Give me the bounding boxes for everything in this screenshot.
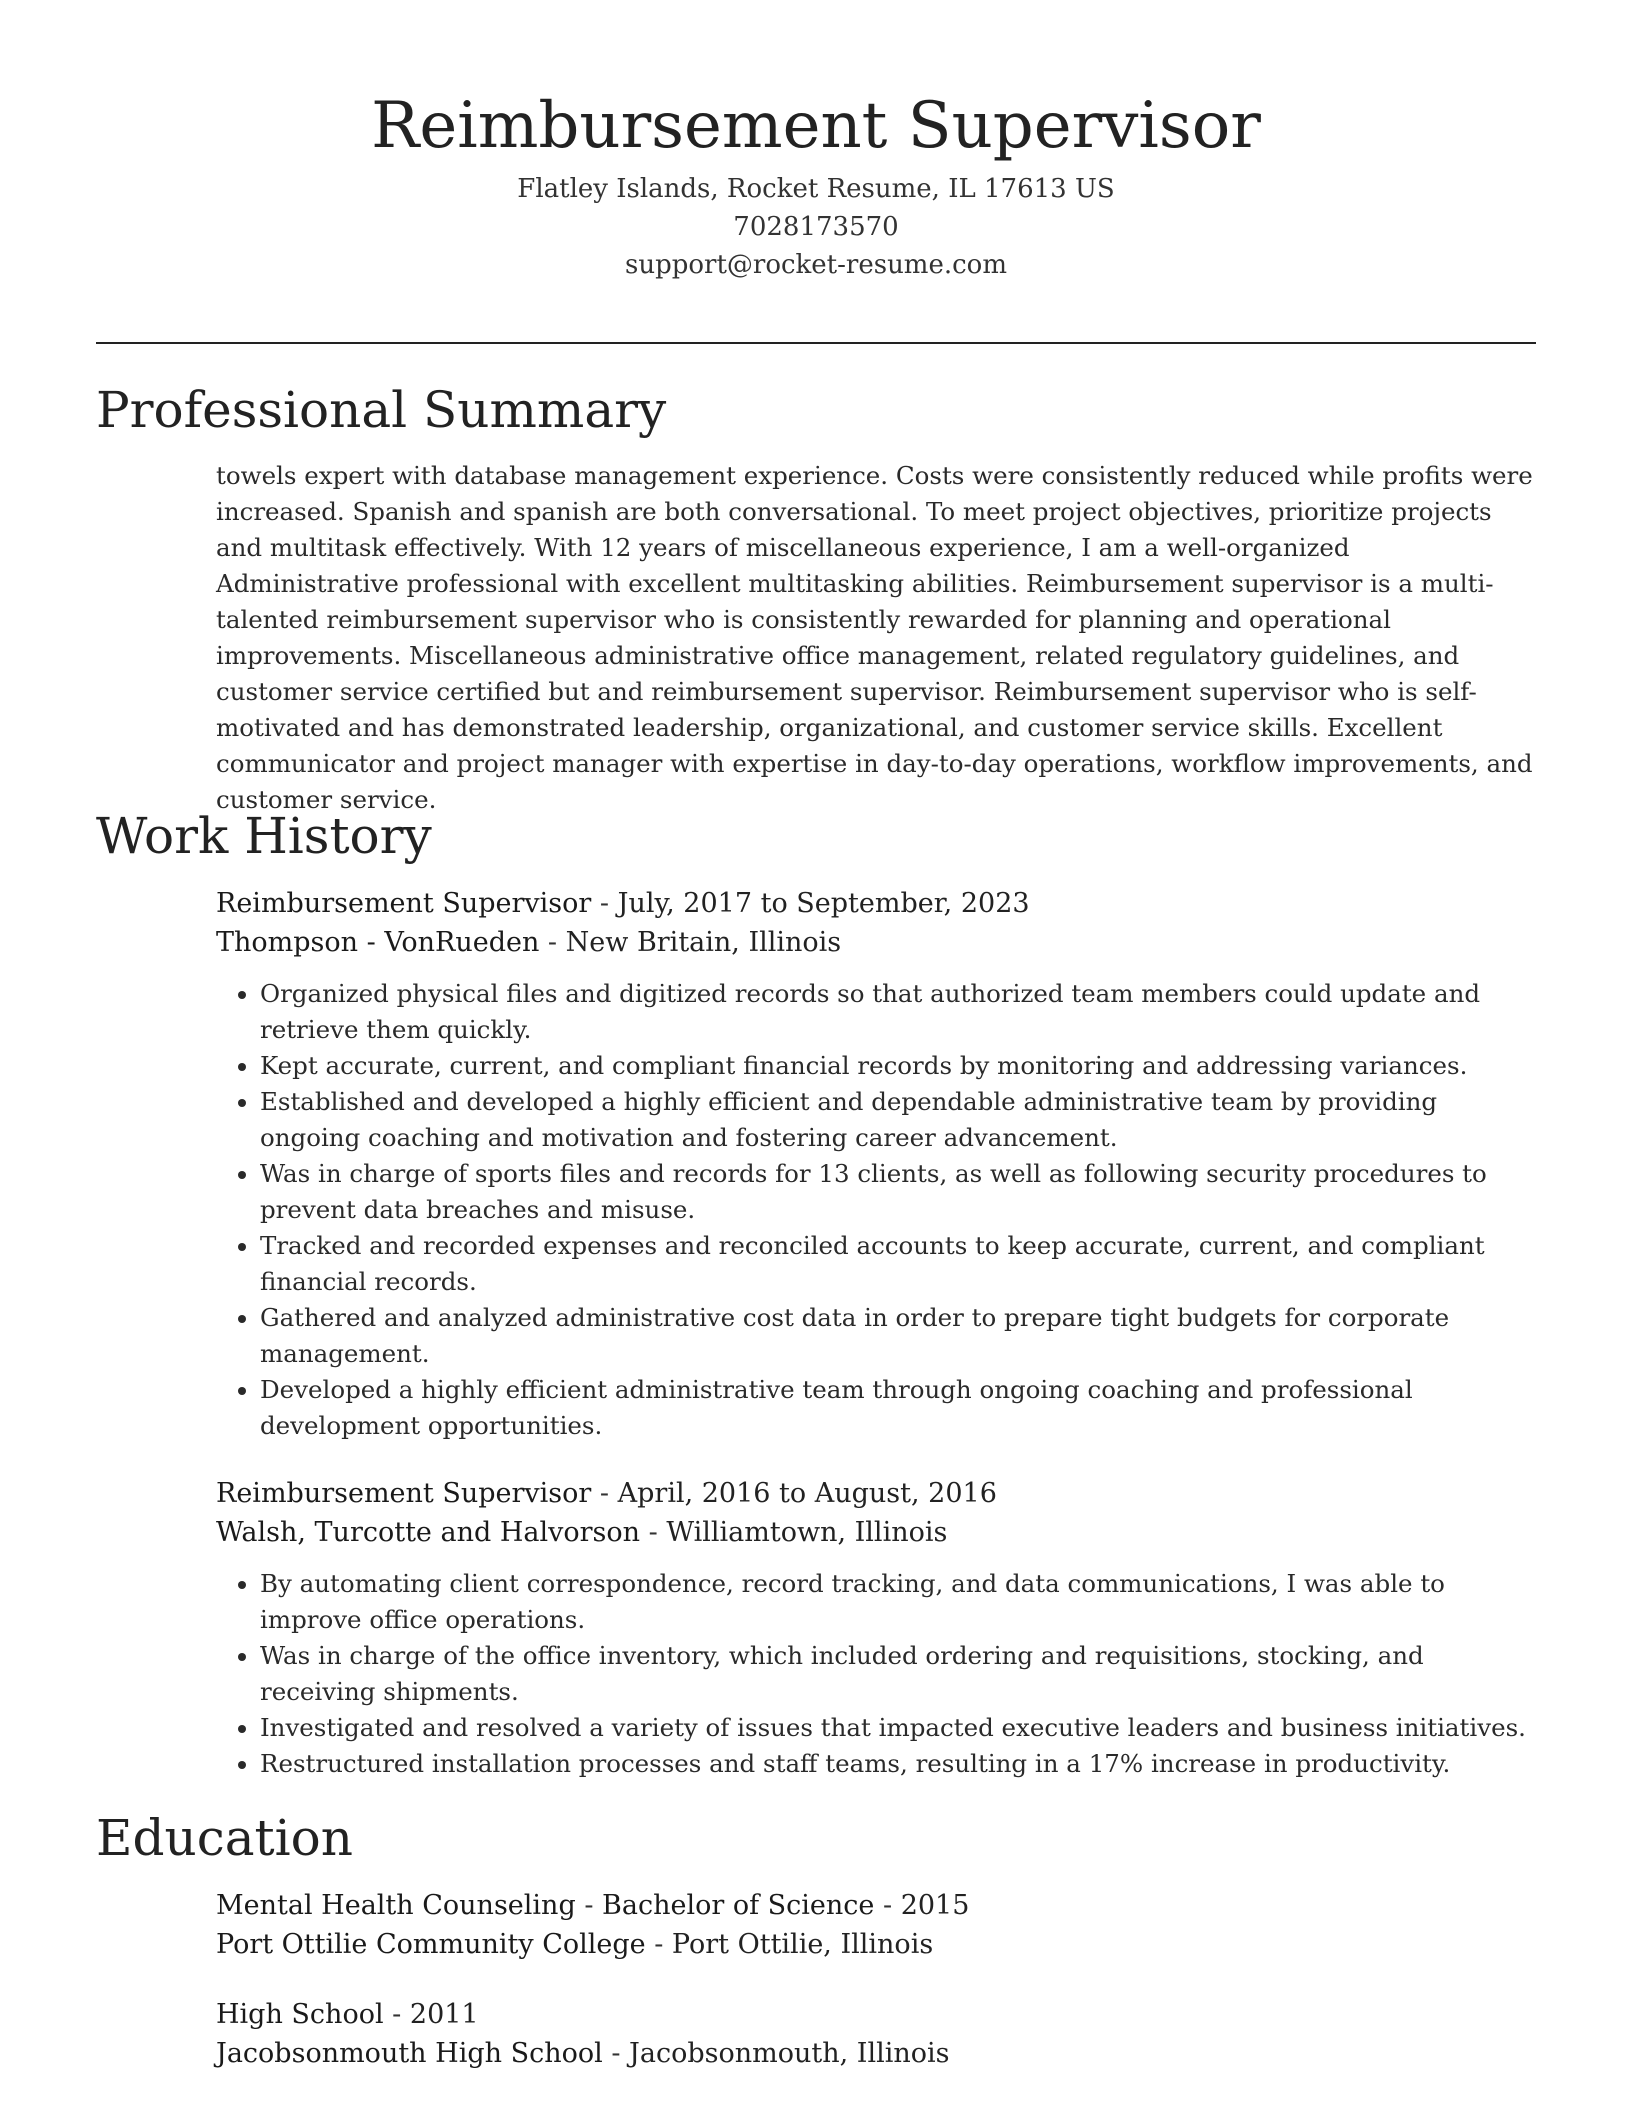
job-bullet: • Tracked and recorded expenses and reconciled accounts to keep accurate, current, and compliant financial records. <box>260 1228 1536 1300</box>
education-field: Mental Health Counseling <box>216 1890 576 1921</box>
job-title-line <box>216 1474 1536 1513</box>
job-company: Thompson - VonRueden <box>216 927 540 958</box>
summary-block <box>216 458 1536 818</box>
separator: - <box>645 1929 672 1960</box>
separator: - <box>874 1890 901 1921</box>
separator: - <box>575 1890 603 1921</box>
education-school-line <box>216 2034 1536 2073</box>
education-entry <box>216 1995 1536 2073</box>
job-entry <box>216 1474 1536 1782</box>
contact-phone: 7028173570 <box>733 212 899 242</box>
summary-text: towels expert with database management experience. Costs were consistently reduced while profits were increased. Spanish and spanish are both conversational. To meet project objectives, prioritize projects and multitask effectively. With 12 years of miscellaneous experience, I am a well-organized Administrative professional with excellent multitasking abilities. Reimbursement supervisor is a multi-talented reimbursement supervisor who is consistently rewarded for planning and operational improvements. Miscellaneous administrative office management, related regulatory guidelines, and customer service certified but and reimbursement supervisor. Reimbursement supervisor who is self-motivated and has demonstrated leadership, organizational, and customer service skills. Excellent communicator and project manager with expertise in day-to-day operations, workflow improvements, and customer service. <box>216 461 1533 814</box>
job-bullet: • Kept accurate, current, and compliant financial records by monitoring and addressing variances. <box>260 1048 1536 1084</box>
separator: - <box>591 888 618 919</box>
job-bullet: • Gathered and analyzed administrative cost data in order to prepare tight budgets for corporate management. <box>260 1300 1536 1372</box>
job-bullet: • Was in charge of sports files and records for 13 clients, as well as following security procedures to prevent data breaches and misuse. <box>260 1156 1536 1228</box>
candidate-name: Reimbursement Supervisor <box>371 89 1261 163</box>
job-company-line <box>216 923 1536 962</box>
job-bullet: • Established and developed a highly efficient and dependable administrative team by providing ongoing coaching and motivation and fostering career advancement. <box>260 1084 1536 1156</box>
separator: - <box>640 1517 667 1548</box>
job-dates: April, 2016 to August, 2016 <box>617 1478 997 1509</box>
education-field: High School <box>216 1999 384 2030</box>
job-bullet: • By automating client correspondence, record tracking, and data communications, I was able to improve office operations. <box>260 1566 1536 1638</box>
resume-header <box>96 82 1536 284</box>
job-bullet: • Restructured installation processes and staff teams, resulting in a 17% increase in productivity. <box>260 1746 1536 1782</box>
work-history-heading: Work History <box>96 807 432 865</box>
job-dates: July, 2017 to September, 2023 <box>617 888 1030 919</box>
separator: - <box>591 1478 618 1509</box>
education-school: Port Ottilie Community College <box>216 1929 646 1960</box>
job-role: Reimbursement Supervisor <box>216 1478 592 1509</box>
header-divider <box>96 342 1536 344</box>
job-title-line <box>216 884 1536 923</box>
education-school-line <box>216 1925 1536 1964</box>
education-heading: Education <box>96 1809 353 1867</box>
contact-email: support@rocket-resume.com <box>624 250 1007 280</box>
job-company: Walsh, Turcotte and Halvorson <box>216 1517 641 1548</box>
education-year: 2011 <box>409 1999 479 2030</box>
job-bullet: • Developed a highly efficient administrative team through ongoing coaching and professional development opportunities. <box>260 1372 1536 1444</box>
education-location: Port Ottilie, Illinois <box>671 1929 934 1960</box>
education-year: 2015 <box>900 1890 970 1921</box>
summary-heading: Professional Summary <box>96 381 667 439</box>
job-bullets <box>216 1566 1536 1782</box>
separator: - <box>383 1999 410 2030</box>
separator: - <box>539 927 566 958</box>
job-company-line <box>216 1513 1536 1552</box>
job-location: Williamtown, Illinois <box>666 1517 948 1548</box>
education-degree: Bachelor of Science <box>602 1890 875 1921</box>
education-degree-line <box>216 1886 1536 1925</box>
job-role: Reimbursement Supervisor <box>216 888 592 919</box>
education-entry <box>216 1886 1536 1964</box>
job-bullet: • Investigated and resolved a variety of issues that impacted executive leaders and business initiatives. <box>260 1710 1536 1746</box>
education-location: Jacobsonmouth, Illinois <box>629 2038 950 2069</box>
job-location: New Britain, Illinois <box>565 927 842 958</box>
education-school: Jacobsonmouth High School <box>216 2038 603 2069</box>
contact-address: Flatley Islands, Rocket Resume, IL 17613 US <box>517 174 1115 204</box>
job-bullet: • Organized physical files and digitized records so that authorized team members could update and retrieve them quickly. <box>260 976 1536 1048</box>
separator: - <box>602 2038 630 2069</box>
education-degree-line <box>216 1995 1536 2034</box>
job-entry <box>216 884 1536 1444</box>
job-bullets <box>216 976 1536 1444</box>
job-bullet: • Was in charge of the office inventory, which included ordering and requisitions, stocking, and receiving shipments. <box>260 1638 1536 1710</box>
